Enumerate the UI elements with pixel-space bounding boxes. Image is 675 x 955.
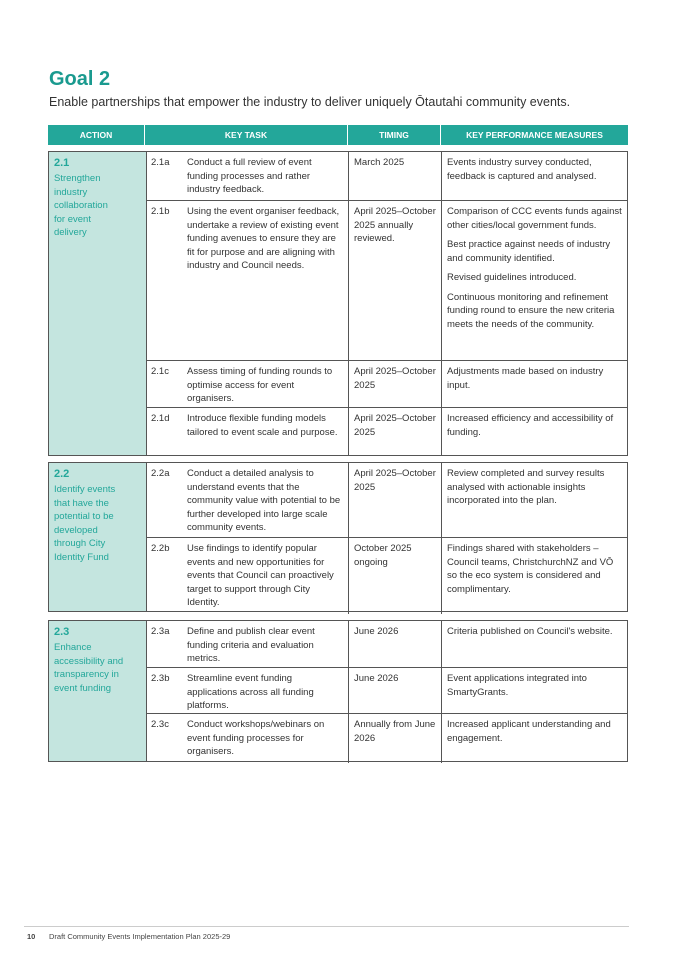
kpm-item: Revised guidelines introduced. [447,272,577,283]
kpm-item: Findings shared with stakeholders – Council teams, ChristchurchNZ and VŌ so the eco system is considered and complimentary. [447,543,614,595]
task-text: Conduct a full review of event funding processes and rather industry feedback. [183,152,349,200]
task-rows [147,463,627,611]
task-timing: March 2025 [349,152,442,200]
task-id: 2.3a [151,626,170,637]
action-description: Strengthen industry collaboration for event delivery [54,173,108,238]
task-kpm [442,668,627,713]
task-text: Introduce flexible funding models tailored to event scale and purpose. [183,408,349,455]
table-row [147,361,627,408]
task-rows [147,621,627,761]
task-timing: April 2025–October 2025 [349,408,442,455]
task-id: 2.1a [151,157,170,168]
action-description: Enhance accessibility and transparency in event funding [54,642,124,694]
header-timing: TIMING [348,125,441,145]
task-kpm [442,361,627,407]
action-block-2-2 [48,462,628,612]
task-text: Using the event organiser feedback, undertake a review of existing event funding avenues to ensure they are fit for purpose and are aligning with industry and Council needs. [183,201,349,360]
task-kpm [442,152,627,200]
task-id: 2.2b [151,543,170,554]
task-kpm [442,463,627,537]
action-cell [49,463,147,611]
task-text: Streamline event funding applications across all funding platforms. [183,668,349,713]
task-text: Assess timing of funding rounds to optimise access for event organisers. [183,361,349,407]
header-kpm: KEY PERFORMANCE MEASURES [466,130,603,140]
table-row [147,201,627,361]
task-kpm [442,201,627,360]
table-row [147,714,627,763]
task-kpm [442,621,627,667]
action-number: 2.2 [54,468,70,480]
footer-divider [24,926,629,927]
header-action: ACTION [48,125,145,145]
task-timing: June 2026 [349,668,442,713]
action-number: 2.3 [54,626,70,638]
action-number: 2.1 [54,157,70,169]
action-description: Identify events that have the potential to be developed through City Identity Fund [54,484,116,563]
task-kpm [442,714,627,763]
task-kpm [442,538,627,614]
table-row [147,538,627,614]
task-id: 2.1b [151,206,170,217]
table-header [48,125,628,145]
kpm-item: Events industry survey conducted, feedback is captured and analysed. [447,157,597,182]
action-block-2-3 [48,620,628,762]
table-row [147,668,627,714]
footer-doc-title: Draft Community Events Implementation Plan 2025-29 [49,932,231,941]
task-text: Conduct a detailed analysis to understand events that the community value with potential to be further developed into large scale community events. [183,463,349,537]
table-row [147,463,627,538]
task-timing: Annually from June 2026 [349,714,442,763]
page-subtitle: Enable partnerships that empower the industry to deliver uniquely Ōtautahi community events. [49,95,571,109]
task-id: 2.1c [151,366,169,377]
task-id: 2.3b [151,673,170,684]
task-timing: April 2025–October 2025 annually reviewed. [349,201,442,360]
kpm-item: Adjustments made based on industry input. [447,366,604,391]
kpm-item: Comparison of CCC events funds against other cities/local government funds. [447,206,622,231]
task-text: Define and publish clear event funding criteria and evaluation metrics. [183,621,349,667]
kpm-item: Event applications integrated into SmartyGrants. [447,673,587,698]
action-cell [49,621,147,761]
task-timing: October 2025 ongoing [349,538,442,614]
task-text: Use findings to identify popular events and new opportunities for events that Council can proactively target to support through City Identity. [183,538,349,614]
task-id: 2.3c [151,719,169,730]
kpm-item: Increased efficiency and accessibility of funding. [447,413,614,438]
kpm-item: Review completed and survey results analysed with actionable insights incorporated into the plan. [447,468,605,506]
page-number: 10 [27,932,36,941]
action-block-2-1 [48,151,628,456]
kpm-item: Continuous monitoring and refinement funding round to ensure the new criteria meets the needs of the community. [447,291,615,330]
task-timing: April 2025–October 2025 [349,361,442,407]
table-row [147,408,627,455]
task-timing: April 2025–October 2025 [349,463,442,537]
header-key-task: KEY TASK [145,125,348,145]
task-id: 2.1d [151,413,170,424]
task-kpm [442,408,627,455]
action-cell [49,152,147,455]
task-text: Conduct workshops/webinars on event funding processes for organisers. [183,714,349,763]
table-row [147,621,627,668]
task-rows [147,152,627,455]
kpm-item: Best practice against needs of industry and community identified. [447,239,611,264]
page-title: Goal 2 [49,68,111,90]
table-row [147,152,627,201]
task-id: 2.2a [151,468,170,479]
kpm-item: Increased applicant understanding and engagement. [447,719,611,744]
task-timing: June 2026 [349,621,442,667]
kpm-item: Criteria published on Council's website. [447,626,613,637]
